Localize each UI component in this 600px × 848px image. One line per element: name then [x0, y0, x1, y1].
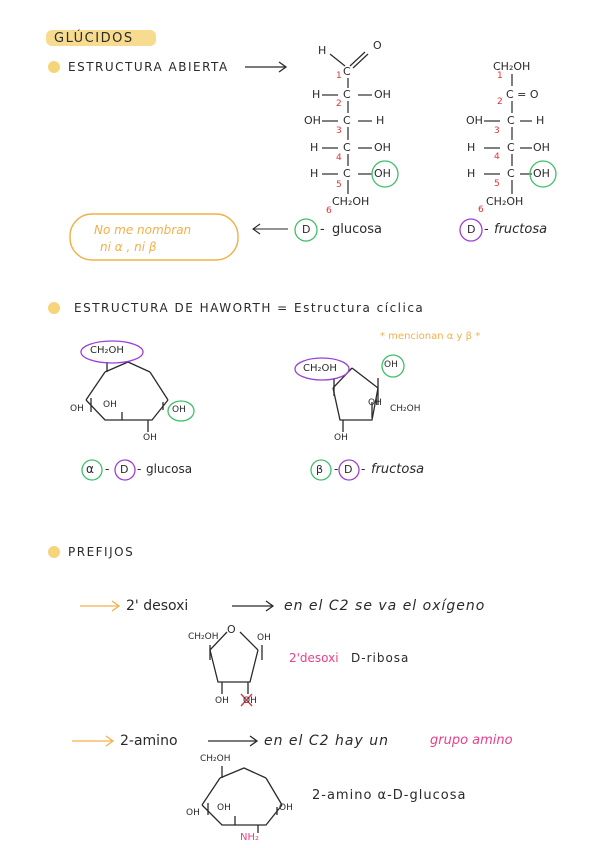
- fructose-haworth-ch2oh-left: CH₂OH: [303, 363, 337, 374]
- deoxyribose-name-rest: D-ribosa: [351, 651, 410, 665]
- fructose-c6: CH₂OH: [486, 195, 524, 208]
- fructose-c2: C = O: [506, 88, 539, 101]
- amino-description: en el C2 hay un: [264, 733, 389, 749]
- glucose-c5-right: OH: [374, 167, 391, 180]
- d-glucose-prefix: D: [302, 223, 311, 236]
- deoxyribose-oh-right: OH: [257, 633, 271, 643]
- fructose-num-6: 6: [478, 205, 484, 215]
- glucose-haworth-oh-left: OH: [70, 404, 84, 414]
- fructose-c3: C: [507, 114, 515, 127]
- fructose-num-2: 2: [497, 97, 503, 107]
- deoxyribose-ring-o: O: [227, 623, 236, 636]
- glucose-c3-left: OH: [304, 114, 321, 127]
- d-glucose-name-dash: -: [320, 222, 325, 237]
- glucose-haworth-oh-mid: OH: [103, 400, 117, 410]
- beta-fructose-d: D: [344, 463, 353, 476]
- amino-prefix: 2-amino: [120, 733, 178, 749]
- glucose-num-5: 5: [336, 180, 342, 190]
- amino-description-highlight: grupo amino: [430, 733, 513, 748]
- bullet-prefixes: [48, 546, 60, 558]
- fructose-c4-left: H: [467, 141, 476, 154]
- desoxi-description: en el C2 se va el oxígeno: [284, 598, 486, 614]
- aminoglucose-ch2oh: CH₂OH: [200, 754, 231, 764]
- glucose-top-h: H: [318, 44, 327, 57]
- note-line-1: No me nombran: [94, 223, 192, 237]
- prefixes-label: PREFIJOS: [68, 545, 135, 559]
- glucose-haworth-ch2oh: CH₂OH: [90, 345, 124, 356]
- fructose-haworth-oh-mid: OH: [368, 398, 382, 408]
- glucose-c6: CH₂OH: [332, 195, 370, 208]
- haworth-note: * mencionan α y β *: [380, 331, 481, 342]
- glucose-num-3: 3: [336, 126, 342, 136]
- glucose-c4-right: OH: [374, 141, 391, 154]
- glucose-c5: C: [343, 167, 351, 180]
- glucose-haworth-ring: [86, 362, 168, 432]
- aminoglucose-name: 2-amino α-D-glucosa: [312, 788, 467, 803]
- glucose-haworth-oh-bottom: OH: [143, 433, 157, 443]
- fructose-c3-right: H: [536, 114, 545, 127]
- deoxyribose-oh-bottom-left: OH: [215, 696, 229, 706]
- fructose-c4-right: OH: [533, 141, 550, 154]
- note-line-2: ni α , ni β: [100, 240, 157, 254]
- glucose-c1: C: [343, 65, 351, 78]
- glucose-num-4: 4: [336, 153, 342, 163]
- fructose-c3-left: OH: [466, 114, 483, 127]
- beta-dash-1: -: [334, 462, 339, 476]
- alpha-dash-1: -: [105, 462, 110, 476]
- glucose-c4-left: H: [310, 141, 319, 154]
- fructose-c5-right: OH: [533, 167, 550, 180]
- open-structure-label: ESTRUCTURA ABIERTA: [68, 60, 229, 74]
- fructose-c5-left: H: [467, 167, 476, 180]
- haworth-label: ESTRUCTURA DE HAWORTH = Estructura cíclica: [74, 301, 425, 315]
- d-glucose-name: glucosa: [332, 222, 382, 237]
- alpha-glucose-name: glucosa: [146, 462, 193, 476]
- fructose-num-5: 5: [494, 179, 500, 189]
- glucose-c2-left: H: [312, 88, 321, 101]
- deoxyribose-name-highlight: 2'desoxi: [289, 651, 339, 665]
- deoxyribose-oh-bottom-right: OH: [243, 696, 257, 706]
- bullet-haworth: [48, 302, 60, 314]
- aminoglucose-oh-left: OH: [186, 808, 200, 818]
- glucose-c3-right: H: [376, 114, 385, 127]
- fructose-c4: C: [507, 141, 515, 154]
- fructose-num-4: 4: [494, 152, 500, 162]
- bullet-open-structure: [48, 61, 60, 73]
- deoxyribose-ch2oh: CH₂OH: [188, 632, 219, 642]
- glucose-c4: C: [343, 141, 351, 154]
- fructose-haworth-ch2oh-right: CH₂OH: [390, 404, 421, 414]
- fructose-c5: C: [507, 167, 515, 180]
- aminoglucose-oh-right: OH: [279, 803, 293, 813]
- glucose-c3: C: [343, 114, 351, 127]
- glucose-c2-right: OH: [374, 88, 391, 101]
- alpha-glucose-d: D: [120, 463, 129, 476]
- aminoglucose-ring: [202, 766, 282, 833]
- glucose-num-2: 2: [336, 99, 342, 109]
- beta-fructose-name: fructosa: [371, 462, 425, 477]
- beta-dash-2: -: [361, 462, 366, 476]
- d-fructose-name-dash: -: [484, 222, 489, 237]
- aminoglucose-oh-mid: OH: [217, 803, 231, 813]
- fructose-c1: CH₂OH: [493, 60, 531, 73]
- desoxi-prefix: 2' desoxi: [126, 598, 189, 614]
- page-title: GLÚCIDOS: [54, 31, 134, 46]
- glucose-c5-left: H: [310, 167, 319, 180]
- alpha-dash-2: -: [137, 462, 142, 476]
- d-fructose-prefix: D: [467, 223, 476, 236]
- glucose-top-o: O: [373, 39, 382, 52]
- glucose-haworth-oh-right: OH: [172, 405, 186, 415]
- fructose-num-3: 3: [494, 126, 500, 136]
- fructose-num-1: 1: [497, 71, 503, 81]
- glucose-num-1: 1: [336, 71, 342, 81]
- alpha-label: α: [86, 462, 94, 476]
- d-fructose-name: fructosa: [494, 222, 548, 237]
- fructose-haworth-oh-bottom: OH: [334, 433, 348, 443]
- beta-label: β: [316, 463, 324, 476]
- glucose-c2: C: [343, 88, 351, 101]
- aminoglucose-nh2: NH₂: [240, 832, 260, 843]
- fructose-haworth-oh-top: OH: [384, 360, 398, 370]
- glucose-num-6: 6: [326, 206, 332, 216]
